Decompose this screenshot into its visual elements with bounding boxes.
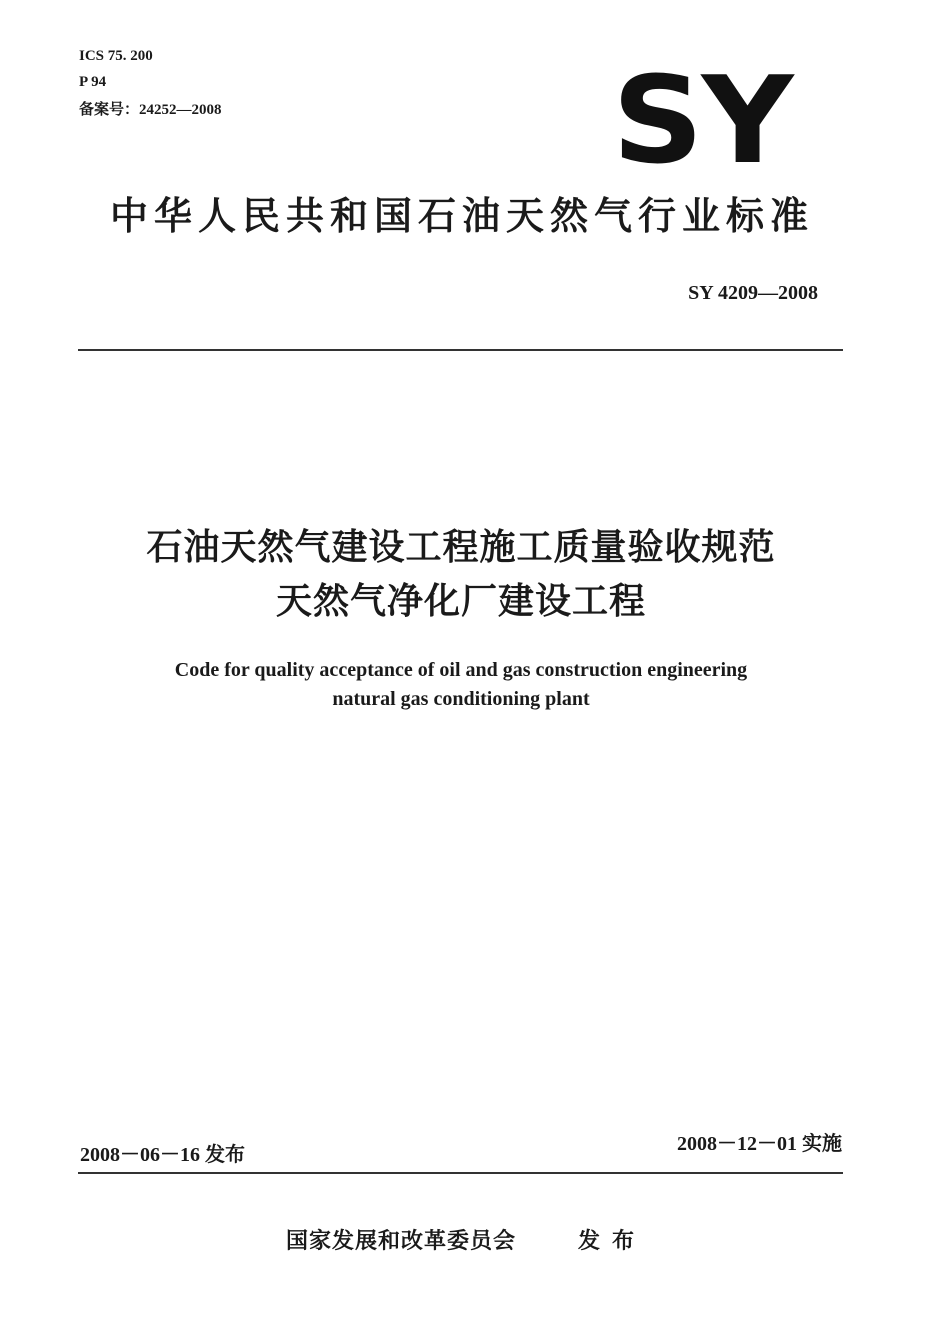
publish-label: 发布 [578, 1229, 647, 1254]
sy-logo: SY [612, 52, 792, 191]
title-en-line2: natural gas conditioning plant [332, 688, 590, 710]
standard-number: SY 4209—2008 [688, 282, 818, 304]
title-cn-line1: 石油天然气建设工程施工质量验收规范 [146, 527, 776, 568]
classification-code: P 94 [79, 74, 107, 90]
industry-standard-title: 中华人民共和国石油天然气行业标准 [110, 194, 815, 238]
record-number: 备案号：24252—2008 [79, 102, 222, 118]
title-en-line1: Code for quality acceptance of oil and gas construction engineering [174, 659, 748, 681]
top-divider [78, 349, 843, 351]
bottom-divider [78, 1172, 843, 1174]
ics-code: ICS 75. 200 [79, 48, 153, 64]
publisher-name: 国家发展和改革委员会 [286, 1229, 517, 1254]
issue-date: 2008－06－16 发布 [80, 1144, 245, 1166]
effective-date: 2008－12－01 实施 [677, 1133, 842, 1155]
title-cn-line2: 天然气净化厂建设工程 [275, 581, 646, 622]
